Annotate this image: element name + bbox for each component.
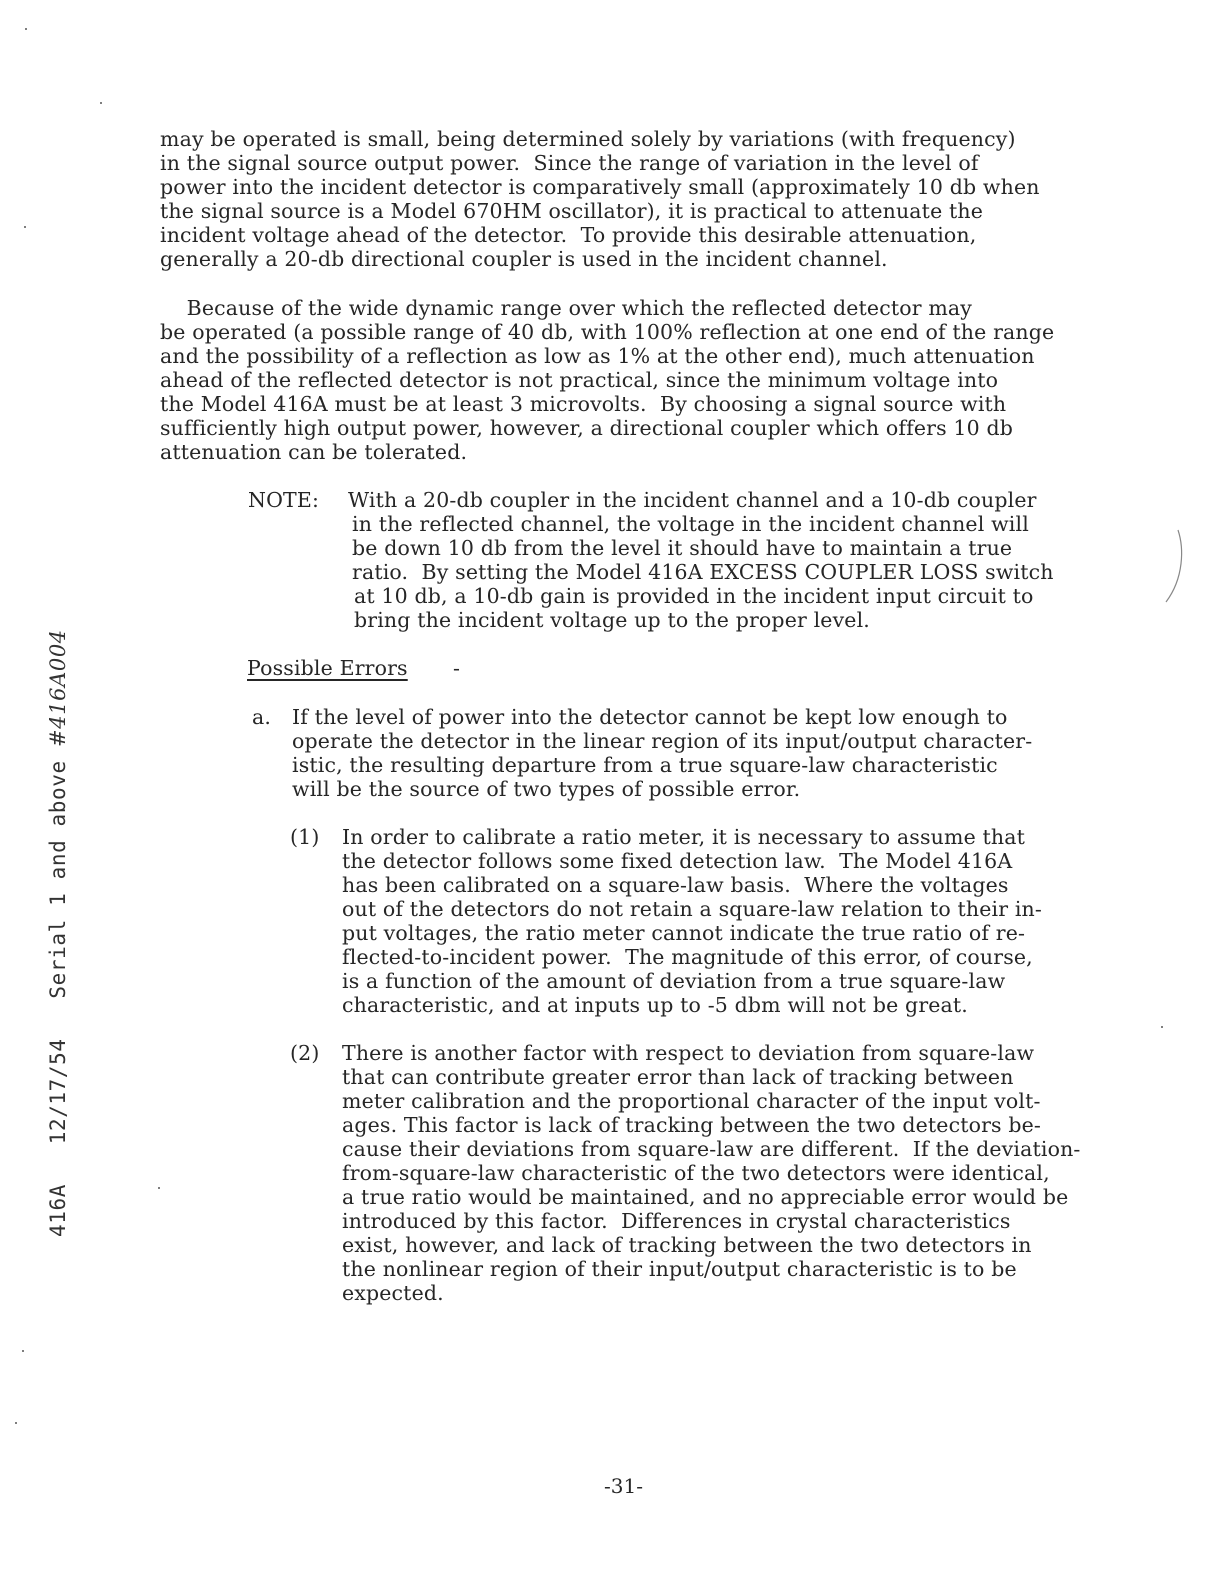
text-line: at 10 db, a 10-db gain is provided in the incident input circuit to xyxy=(354,584,1034,608)
text-line: operate the detector in the linear region of its input/output character- xyxy=(292,729,1033,753)
text-line: With a 20-db coupler in the incident channel and a 10-db coupler xyxy=(348,488,1037,512)
text-line: the nonlinear region of their input/output characteristic is to be xyxy=(342,1257,1017,1281)
heading-dash: - xyxy=(453,656,461,680)
side-model: 416A xyxy=(46,1184,70,1238)
scan-speck xyxy=(25,28,27,30)
text-line: characteristic, and at inputs up to -5 dbm will not be great. xyxy=(342,993,968,1017)
text-line: the Model 416A must be at least 3 microvolts. By choosing a signal source with xyxy=(160,392,1007,416)
text-line: cause their deviations from square-law are different. If the deviation- xyxy=(342,1137,1081,1161)
note-label: NOTE: xyxy=(248,488,320,512)
text-line: flected-to-incident power. The magnitude of this error, of course, xyxy=(342,945,1033,969)
text-line: the signal source is a Model 670HM oscillator), it is practical to attenuate the xyxy=(160,199,984,223)
text-line: ratio. By setting the Model 416A EXCESS COUPLER LOSS switch xyxy=(352,560,1054,584)
text-line: put voltages, the ratio meter cannot indicate the true ratio of re- xyxy=(342,921,1026,945)
scan-speck xyxy=(100,102,102,104)
text-line: ages. This factor is lack of tracking between the two detectors be- xyxy=(342,1113,1041,1137)
text-line: attenuation can be tolerated. xyxy=(160,440,468,464)
scan-speck xyxy=(1161,1026,1163,1028)
scan-speck xyxy=(158,1187,160,1189)
text-line: out of the detectors do not retain a square-law relation to their in- xyxy=(342,897,1042,921)
text-line: power into the incident detector is comparatively small (approximately 10 db when xyxy=(160,175,1040,199)
text-line: There is another factor with respect to deviation from square-law xyxy=(342,1041,1035,1065)
side-serial: Serial 1 and above xyxy=(46,760,70,999)
text-line: the detector follows some fixed detection law. The Model 416A xyxy=(342,849,1013,873)
text-line: sufficiently high output power, however, a directional coupler which offers 10 db xyxy=(160,416,1014,440)
text-line: generally a 20-db directional coupler is used in the incident channel. xyxy=(160,247,888,271)
list-marker: a. xyxy=(252,705,272,729)
text-line: in the signal source output power. Since the range of variation in the level of xyxy=(160,151,979,175)
list-marker: (1) xyxy=(290,825,320,849)
list-marker: (2) xyxy=(290,1041,320,1065)
text-line: be down 10 db from the level it should have to maintain a true xyxy=(352,536,1013,560)
text-line: is a function of the amount of deviation from a true square-law xyxy=(342,969,1006,993)
text-line: a true ratio would be maintained, and no appreciable error would be xyxy=(342,1185,1069,1209)
text-line: that can contribute greater error than lack of tracking between xyxy=(342,1065,1014,1089)
text-line: incident voltage ahead of the detector. To provide this desirable attenuation, xyxy=(160,223,977,247)
text-line: Because of the wide dynamic range over which the reflected detector may xyxy=(160,296,973,320)
scan-speck xyxy=(22,1350,24,1352)
heading-text: Possible Errors xyxy=(247,656,408,680)
text-line: in the reflected channel, the voltage in the incident channel will xyxy=(352,512,1029,536)
text-line: be operated (a possible range of 40 db, with 100% reflection at one end of the range xyxy=(160,320,1055,344)
text-line: bring the incident voltage up to the proper level. xyxy=(354,608,870,632)
text-line: exist, however, and lack of tracking between the two detectors in xyxy=(342,1233,1032,1257)
text-line: ahead of the reflected detector is not practical, since the minimum voltage into xyxy=(160,368,999,392)
side-date: 12/17/54 xyxy=(46,1038,70,1145)
text-line: introduced by this factor. Differences in crystal characteristics xyxy=(342,1209,1011,1233)
side-label xyxy=(22,629,94,1290)
margin-bracket-mark xyxy=(1160,528,1190,608)
text-line: If the level of power into the detector cannot be kept low enough to xyxy=(292,705,1008,729)
text-line: may be operated is small, being determined solely by variations (with frequency) xyxy=(160,127,1016,151)
side-handwritten-number: #416A004 xyxy=(46,629,70,747)
page-number: -31- xyxy=(604,1474,643,1498)
text-line: and the possibility of a reflection as low as 1% at the other end), much attenuation xyxy=(160,344,1035,368)
text-line: from-square-law characteristic of the two detectors were identical, xyxy=(342,1161,1050,1185)
text-line: istic, the resulting departure from a true square-law characteristic xyxy=(292,753,998,777)
text-line: will be the source of two types of possible error. xyxy=(292,777,801,801)
text-line: has been calibrated on a square-law basis. Where the voltages xyxy=(342,873,1009,897)
scan-speck xyxy=(15,1422,17,1424)
text-line: expected. xyxy=(342,1281,444,1305)
text-line: meter calibration and the proportional character of the input volt- xyxy=(342,1089,1041,1113)
text-line: In order to calibrate a ratio meter, it is necessary to assume that xyxy=(342,825,1026,849)
scan-speck xyxy=(24,226,26,228)
